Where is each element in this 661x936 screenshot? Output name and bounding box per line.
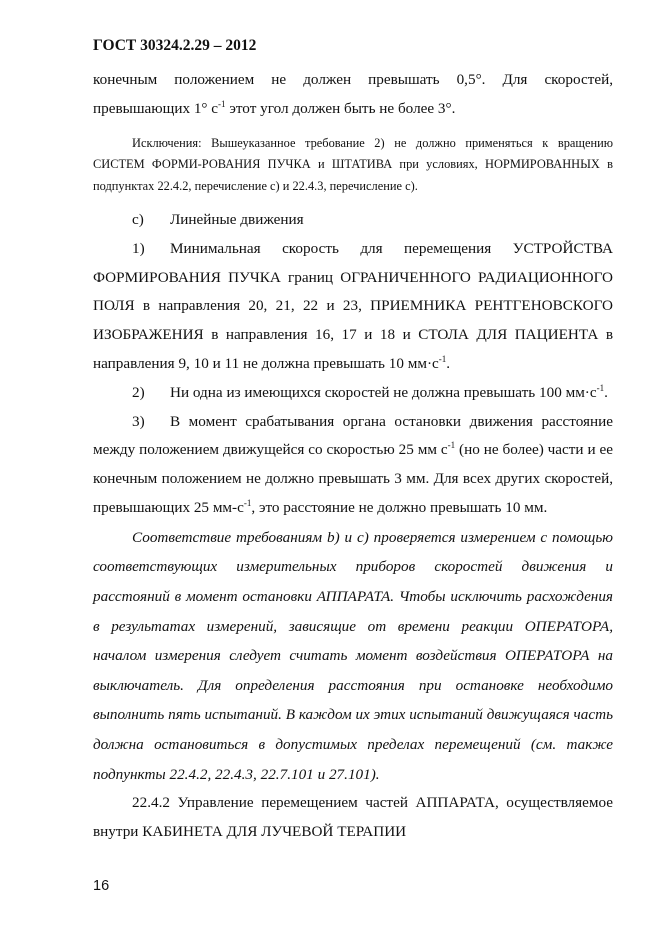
document-page: [93, 0, 613, 936]
document-header: ГОСТ 30324.2.29 – 2012: [93, 37, 257, 54]
list-marker: 1): [132, 239, 145, 257]
list-item-text: Ни одна из имеющихся скоростей не должна превышать 100 мм·с: [170, 383, 597, 401]
compliance-paragraph: Соответствие требованиям b) и с) проверяется измерением с помощью соответствующих измерительных приборов скоростей движения и расстояний в момент остановки АППАРАТА. Чтобы исключить расхождения в результатах измерений, зависящие от времени реакции ОПЕРАТОРА, началом измерения следует считать момент воздействия ОПЕРАТОРА на выключатель. Для определения расстояния при остановке необходимо выполнить пять испытаний. В каждом их этих испытаний движущаяся часть должна остановиться в допустимых пределах перемещений (см. также подпункты 22.4.2, 22.4.3, 22.7.101 и 27.101).: [93, 528, 613, 783]
paragraph-text: конечным положением не должен превышать 0,5°. Для скоростей, превышающих 1° с: [93, 71, 613, 117]
superscript: -1: [243, 498, 252, 509]
list-item-text: Минимальная скорость для перемещения УСТРОЙСТВА ФОРМИРОВАНИЯ ПУЧКА границ ОГРАНИЧЕННОГО РАДИАЦИОННОГО ПОЛЯ в направления 20, 21, 22 и 23, ПРИЕМНИКА РЕНТГЕНОВСКОГО ИЗОБРАЖЕНИЯ в направления 16, 17 и 18 и СТОЛА ДЛЯ ПАЦИЕНТА в направления 9, 10 и 11 не должна превышать 10 мм·с: [93, 239, 613, 373]
list-item-text: , это расстояние не должно превышать 10 мм.: [251, 499, 548, 517]
list-item-3: [93, 408, 613, 523]
list-item-text: .: [446, 355, 451, 373]
list-item-text: (но не более) части и ее конечным положением не должно превышать 3 мм. Для всех других скоростей, превышающих 25 мм-с: [93, 441, 614, 517]
page-number: 16: [93, 878, 110, 894]
superscript: -1: [218, 98, 226, 109]
paragraph-text: этот угол должен быть не более 3°.: [225, 99, 456, 117]
list-marker: с): [132, 211, 144, 229]
superscript: -1: [438, 354, 447, 365]
superscript: -1: [447, 440, 456, 451]
document-body: [93, 66, 613, 847]
list-marker: 2): [132, 383, 145, 401]
list-item-c: [93, 206, 613, 235]
exceptions-note: Исключения: Вышеуказанное требование 2) не должно применяться к вращению СИСТЕМ ФОРМИ-РОВАНИЯ ПУЧКА и ШТАТИВА при условиях, НОРМИРОВАННЫХ в подпунктах 22.4.2, перечисление с) и 22.4.3, перечисление с).: [93, 135, 613, 193]
list-item-text: .: [604, 383, 608, 401]
superscript: -1: [596, 382, 605, 393]
list-item-1: [93, 235, 613, 379]
paragraph-angle-limit: [93, 66, 613, 124]
list-item-text: Линейные движения: [170, 211, 304, 229]
list-marker: 3): [132, 412, 145, 430]
clause-22-4-2: 22.4.2 Управление перемещением частей АППАРАТА, осуществляемое внутри КАБИНЕТА ДЛЯ ЛУЧЕВОЙ ТЕРАПИИ: [93, 794, 613, 840]
list-item-text: В момент срабатывания органа остановки движения расстояние между положением движущейся со скоростью 25 мм с: [93, 412, 613, 459]
list-item-2: [93, 379, 613, 408]
